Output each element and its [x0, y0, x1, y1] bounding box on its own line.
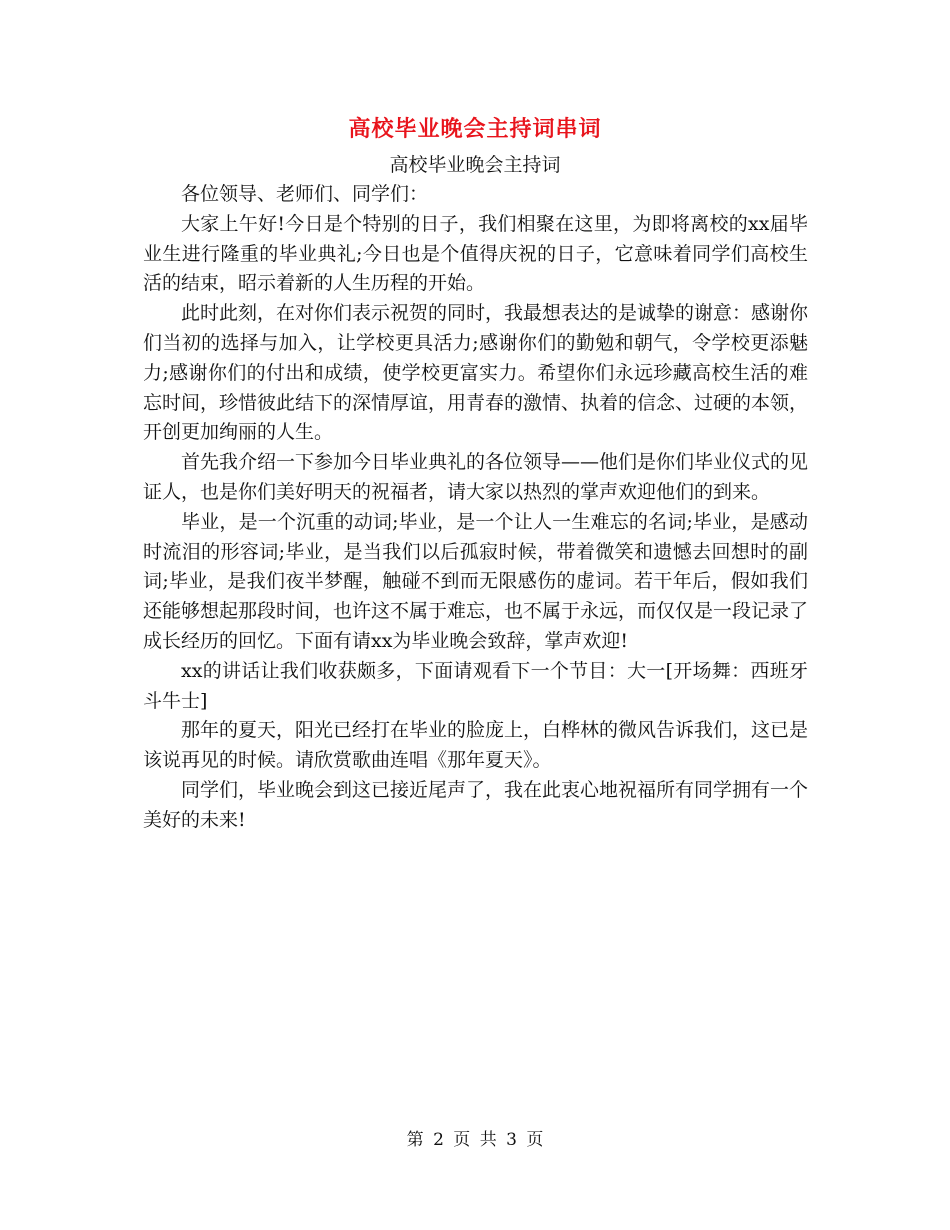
- paragraph: 毕业，是一个沉重的动词;毕业，是一个让人一生难忘的名词;毕业，是感动时流泪的形容词;毕业，是当我们以后孤寂时候，带着微笑和遗憾去回想时的副词;毕业，是我们夜半梦醒，触碰不到而无限感伤的虚词。若干年后，假如我们还能够想起那段时间，也许这不属于难忘，也不属于永远，而仅仅是一段记录了成长经历的回忆。下面有请xx为毕业晚会致辞，掌声欢迎!: [143, 510, 809, 652]
- paragraph-salutation: 各位领导、老师们、同学们：: [181, 183, 429, 205]
- paragraph: 那年的夏天，阳光已经打在毕业的脸庞上，白桦林的微风告诉我们，这已是该说再见的时候。请欣赏歌曲连唱《那年夏天》。: [143, 719, 809, 772]
- document-subtitle: 高校毕业晚会主持词: [389, 154, 561, 176]
- paragraph: xx的讲话让我们收获颇多，下面请观看下一个节目：大一[开场舞：西班牙斗牛士]: [143, 659, 808, 712]
- paragraph: 同学们，毕业晚会到这已接近尾声了，我在此衷心地祝福所有同学拥有一个美好的未来!: [143, 778, 809, 831]
- paragraph: 此时此刻，在对你们表示祝贺的同时，我最想表达的是诚挚的谢意：感谢你们当初的选择与加入，让学校更具活力;感谢你们的勤勉和朝气，令学校更添魅力;感谢你们的付出和成绩，使学校更富实力。希望你们永远珍藏高校生活的难忘时间，珍惜彼此结下的深情厚谊，用青春的激情、执着的信念、过硬的本领，开创更加绚丽的人生。: [143, 302, 809, 444]
- paragraph: 大家上午好!今日是个特别的日子，我们相聚在这里，为即将离校的xx届毕业生进行隆重的毕业典礼;今日也是个值得庆祝的日子，它意味着同学们高校生活的结束，昭示着新的人生历程的开始。: [143, 212, 808, 295]
- page-number-footer: 第 2 页 共 3 页: [406, 1130, 544, 1150]
- paragraph: 首先我介绍一下参加今日毕业典礼的各位领导——他们是你们毕业仪式的见证人，也是你们美好明天的祝福者，请大家以热烈的掌声欢迎他们的到来。: [143, 451, 809, 503]
- document-title: 高校毕业晚会主持词串词: [348, 116, 602, 142]
- document-body: [143, 180, 808, 836]
